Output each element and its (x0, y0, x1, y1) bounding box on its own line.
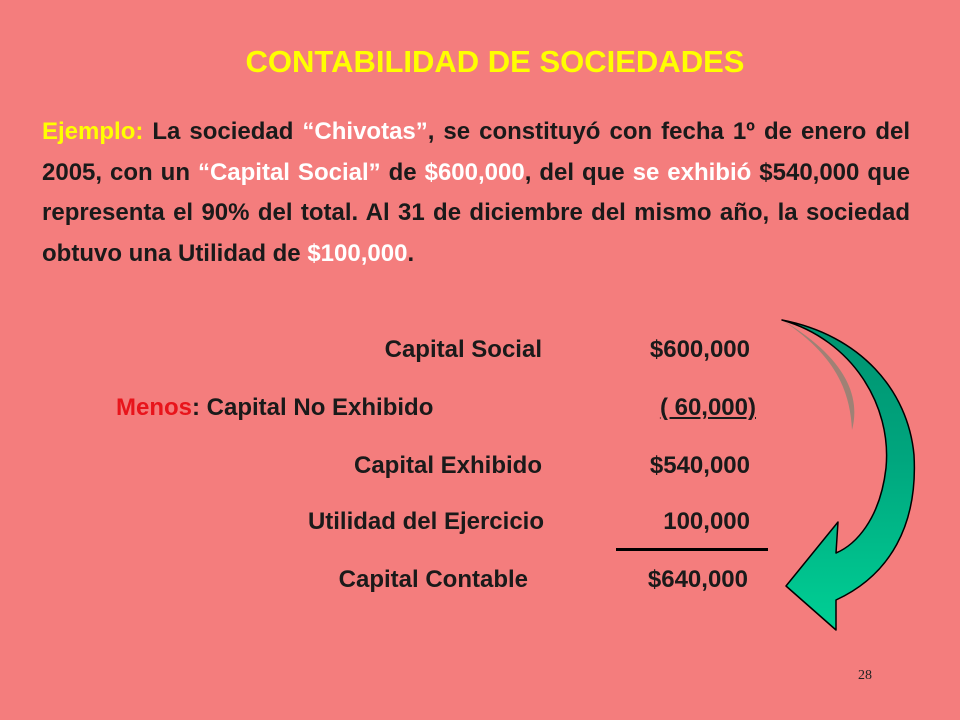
capital-social-term: “Capital Social” (197, 158, 381, 186)
capital-social-value: $600,000 (649, 336, 750, 363)
menos-prefix: Menos (116, 394, 193, 421)
capital-social-label: Capital Social (384, 336, 542, 363)
utilidad-label: Utilidad del Ejercicio (307, 508, 544, 535)
utilidad-value: 100,000 (663, 508, 750, 535)
capital-exhibido-label: Capital Exhibido (353, 452, 542, 479)
example-label: Ejemplo: (42, 118, 144, 145)
para-text-6: . (407, 239, 415, 267)
company-name: “Chivotas” (302, 118, 428, 145)
para-text-3: de (380, 158, 425, 186)
capital-no-exhibido-value: ( 60,000) (659, 394, 756, 421)
para-text-5: $540,000 que representa el 90% del total. Al 31 de diciembre del mismo año, la sociedad obtuvo una Utilidad de (42, 158, 911, 267)
capital-contable-label: Capital Contable (338, 566, 528, 593)
capital-no-exhibido-text: : Capital No Exhibido (192, 394, 434, 421)
exhibited-term: se exhibió (632, 158, 752, 186)
capital-contable-value: $640,000 (647, 566, 748, 593)
para-text-4: , del que (524, 158, 633, 186)
para-text-1: La sociedad (143, 118, 303, 145)
para-text-2: , se constituyó con fecha 1º de enero del 2005, con un (42, 118, 910, 186)
slide-title: CONTABILIDAD DE SOCIEDADES (245, 44, 745, 79)
page-number: 28 (858, 668, 872, 683)
capital-exhibido-value: $540,000 (649, 452, 750, 479)
capital-amount: $600,000 (424, 158, 525, 186)
utility-amount: $100,000 (307, 239, 408, 267)
